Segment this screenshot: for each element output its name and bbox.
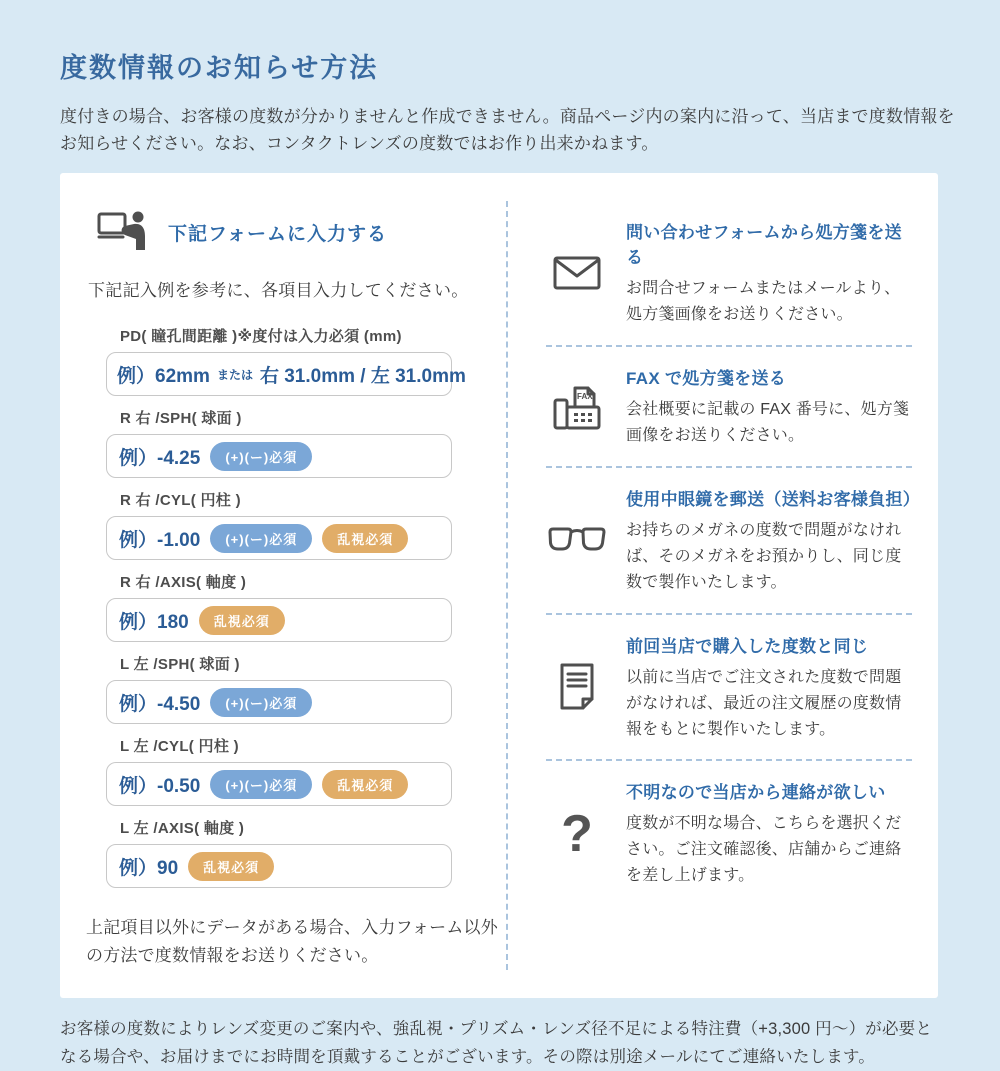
alternative-methods-column <box>508 201 921 970</box>
example-value: 例）-1.00 <box>119 529 201 551</box>
plus-minus-required-badge: (+)(ー)必須 <box>210 442 312 471</box>
astigmatism-required-badge: 乱視必須 <box>322 524 408 553</box>
form-field-label: L 左 /SPH( 球面 ) <box>120 656 240 674</box>
method-body: お持ちのメガネの度数で問題がなければ、そのメガネをお預かりし、同じ度数で製作いたします。 <box>626 522 902 591</box>
form-field-label: L 左 /AXIS( 軸度 ) <box>120 820 245 838</box>
form-example-field <box>106 844 452 888</box>
form-row-l-axis <box>106 817 452 888</box>
method-text <box>626 778 912 889</box>
form-row-r-axis <box>106 571 452 642</box>
form-row-l-cyl <box>106 735 452 806</box>
form-example-field <box>106 680 452 724</box>
form-row-r-cyl <box>106 489 452 560</box>
form-example-field <box>106 352 466 396</box>
mail-icon <box>546 254 608 292</box>
form-field-label: R 右 /AXIS( 軸度 ) <box>120 574 247 592</box>
astigmatism-required-badge: 乱視必須 <box>199 606 285 635</box>
method-title: 前回当店で購入した度数と同じ <box>626 636 869 656</box>
astigmatism-required-badge: 乱視必須 <box>188 852 274 881</box>
example-value: 例）-4.25 <box>119 447 201 469</box>
method-body: 度数が不明な場合、こちらを選択ください。ご注文確認後、店舗からご連絡を差し上げます。 <box>626 815 902 885</box>
glasses-icon <box>546 527 608 553</box>
method-mail-glasses <box>546 468 921 613</box>
form-section-title: 下記フォームに入力する <box>168 224 388 246</box>
form-example-field <box>106 434 452 478</box>
method-text <box>626 218 912 328</box>
method-text <box>626 364 912 449</box>
plus-minus-required-badge: (+)(ー)必須 <box>210 524 312 553</box>
form-row-r-sph <box>106 407 452 478</box>
person-at-computer-icon <box>96 209 152 256</box>
method-fax <box>546 347 912 466</box>
example-value-2: 右 31.0mm / 左 31.0mm <box>259 365 466 387</box>
plus-minus-required-badge: (+)(ー)必須 <box>210 688 312 717</box>
form-section-header <box>96 209 498 256</box>
form-row-l-sph <box>106 653 452 724</box>
method-contact-form <box>546 201 912 345</box>
form-example-list <box>106 325 466 888</box>
method-title: FAX で処方箋を送る <box>626 369 787 389</box>
intro-text: 度付きの場合、お客様の度数が分かりませんと作成できません。商品ページ内の案内に沿って、当店まで度数情報をお知らせください。なお、コンタクトレンズの度数ではお作り出来かねます。 <box>60 107 955 154</box>
method-body: 以前に当店でご注文された度数で問題がなければ、最近の注文履歴の度数情報をもとに製作いたします。 <box>626 668 902 738</box>
form-row-pd <box>106 325 466 396</box>
method-body: お問合せフォームまたはメールより、処方箋画像をお送りください。 <box>626 280 901 324</box>
example-value: 例）62mm <box>117 365 210 387</box>
example-value-connector: または <box>216 367 253 382</box>
method-text <box>626 485 921 596</box>
footer-note: お客様の度数によりレンズ変更のご案内や、強乱視・プリズム・レンズ径不足による特注費（+3,300 円～）が必要となる場合や、お届けまでにお時間を頂戴することがございます。その際は別途メールにてご連絡いたします。 <box>60 1020 933 1066</box>
form-field-label: PD( 瞳孔間距離 )※度付は入力必須 (mm) <box>120 328 402 346</box>
method-contact-me <box>546 761 912 906</box>
plus-minus-required-badge: (+)(ー)必須 <box>210 770 312 799</box>
form-field-label: R 右 /CYL( 円柱 ) <box>120 492 241 510</box>
example-value: 例）180 <box>119 611 189 633</box>
form-section-subtitle: 下記記入例を参考に、各項目入力してください。 <box>88 281 469 301</box>
form-field-label: L 左 /CYL( 円柱 ) <box>120 738 239 756</box>
example-value: 例）90 <box>119 857 179 879</box>
astigmatism-required-badge: 乱視必須 <box>322 770 408 799</box>
method-title: 不明なので当店から連絡が欲しい <box>626 783 886 803</box>
form-example-field <box>106 516 452 560</box>
method-title: 使用中眼鏡を郵送（送料お客様負担） <box>626 490 921 509</box>
form-section-note: 上記項目以外にデータがある場合、入力フォーム以外の方法で度数情報をお送りください。 <box>86 918 498 966</box>
fax-icon <box>546 383 608 431</box>
example-value: 例）-0.50 <box>119 775 201 797</box>
form-example-field <box>106 762 452 806</box>
example-value: 例）-4.50 <box>119 693 201 715</box>
method-title: 問い合わせフォームから処方箋を送る <box>626 223 902 268</box>
method-previous-order <box>546 615 912 760</box>
form-input-column <box>86 201 498 970</box>
svg-text:FAX: FAX <box>577 391 593 401</box>
info-card <box>60 173 938 998</box>
method-body: 会社概要に記載の FAX 番号に、処方箋画像をお送りください。 <box>626 401 910 445</box>
document-icon <box>546 663 608 711</box>
method-text <box>626 632 912 743</box>
form-field-label: R 右 /SPH( 球面 ) <box>120 410 242 428</box>
form-example-field <box>106 598 452 642</box>
question-icon: ? <box>561 804 593 863</box>
page-title: 度数情報のお知らせ方法 <box>60 53 379 83</box>
